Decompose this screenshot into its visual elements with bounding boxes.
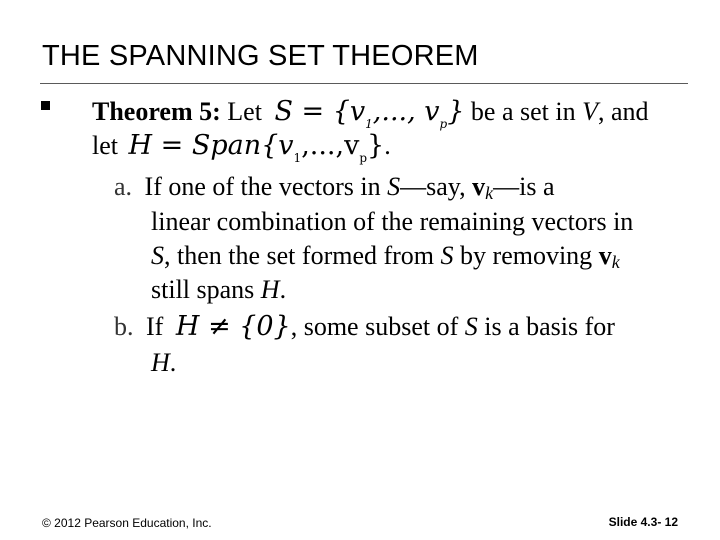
- title-divider: [40, 83, 688, 84]
- part-a-line-2: linear combination of the remaining vectors in: [151, 207, 634, 236]
- slide-title: THE SPANNING SET THEOREM: [42, 40, 479, 72]
- h-not-zero-math: H ≠ {0}: [175, 311, 291, 342]
- be-a-set-text: be a set in: [464, 97, 583, 126]
- space-v: V: [582, 97, 598, 126]
- part-a-label: a.: [114, 172, 133, 201]
- period: .: [384, 131, 391, 160]
- and-text: , and: [598, 97, 649, 126]
- part-b-label: b.: [114, 312, 134, 341]
- theorem-let: Let: [227, 97, 262, 126]
- part-a-line-4: still spans H.: [151, 275, 287, 304]
- part-b-line-2: H.: [151, 348, 177, 377]
- part-a-line-3: S, then the set formed from S by removing vk: [151, 241, 620, 272]
- slide-number: Slide 4.3- 12: [608, 515, 678, 529]
- part-b-line-1: b. If H ≠ {0}, some subset of S is a basis for: [114, 311, 615, 342]
- theorem-line-1: [92, 97, 649, 131]
- h-span-math: $H = Span\{v_1,...,v_p\}$: [128, 130, 385, 165]
- part-a-line-1: a. If one of the vectors in S—say, vk—is a: [114, 172, 555, 203]
- square-bullet-icon: [41, 101, 50, 110]
- let-text: let: [92, 131, 118, 160]
- theorem-line-2: [92, 131, 391, 165]
- copyright-footer: © 2012 Pearson Education, Inc.: [42, 516, 212, 530]
- theorem-label: Theorem 5:: [92, 97, 221, 126]
- set-s-math: $S = \{v_1$,..., $v_p$}: [274, 96, 465, 131]
